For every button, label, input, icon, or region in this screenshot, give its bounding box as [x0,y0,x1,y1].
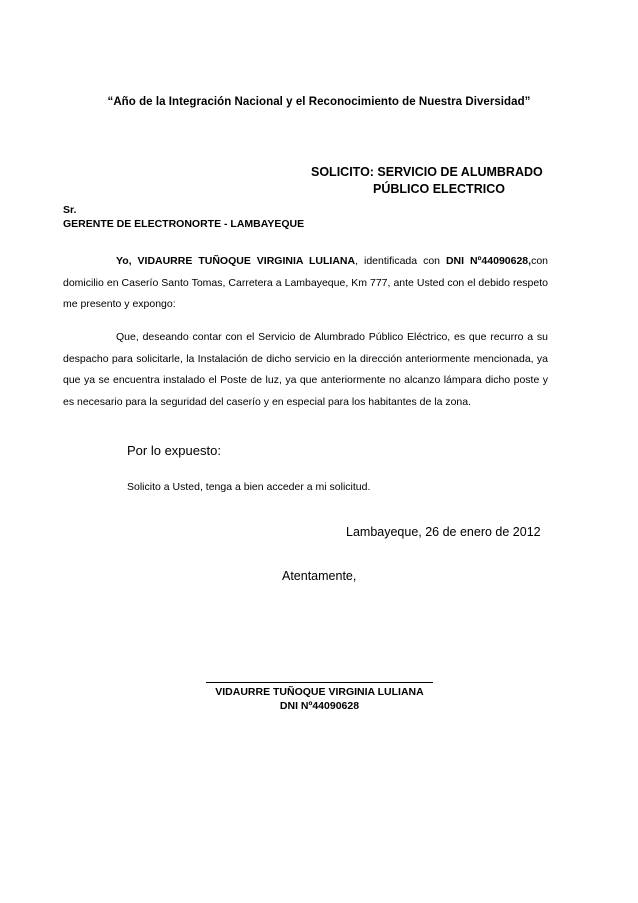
signature-dni: DNI Nº44090628 [279,700,360,712]
signature-name: VIDAURRE TUÑOQUE VIRGINIA LULIANA [215,686,424,698]
p2-text: Que, deseando contar con el Servicio de Alumbrado Público Eléctrico, es que recurro a su despacho para solicitarle, la Instalación de dicho servicio en la dirección anteriormente mencionada, ya que ya se encuentra instalado el Poste de luz, ya que anteriormente no alcanzo lámpara dicho poste y es necesario para la seguridad del caserío y en especial para los habitantes de la zona. [63,331,548,408]
p1-rest-text: con domicilio en Caserío Santo Tomas, Carretera a Lambayeque, Km 777, ante Usted con el debido respeto me presento y expongo: [63,255,549,310]
body-paragraph-2 [63,327,548,413]
subject-heading [311,164,543,198]
signature-line [206,682,433,683]
p1-mid-text: , identificada con [355,255,446,267]
subject-line-1: SOLICITO: SERVICIO DE ALUMBRADO [311,165,543,179]
signature-block [206,685,433,713]
subject-line-2: PÚBLICO ELECTRICO [373,182,505,196]
body-paragraph-1 [63,251,548,316]
applicant-name: Yo, VIDAURRE TUÑOQUE VIRGINIA LULIANA [116,255,356,267]
addressee-block [63,203,304,231]
request-sentence: Solicito a Usted, tenga a bien acceder a mi solicitud. [127,481,371,493]
year-motto: “Año de la Integración Nacional y el Reconocimiento de Nuestra Diversidad” [107,96,531,108]
por-lo-expuesto: Por lo expuesto: [127,443,221,458]
applicant-dni: DNI Nº44090628, [445,255,532,267]
closing-regards: Atentamente, [282,569,357,583]
recipient: GERENTE DE ELECTRONORTE - LAMBAYEQUE [63,218,305,230]
place-date: Lambayeque, 26 de enero de 2012 [346,525,541,539]
salutation: Sr. [63,204,77,216]
